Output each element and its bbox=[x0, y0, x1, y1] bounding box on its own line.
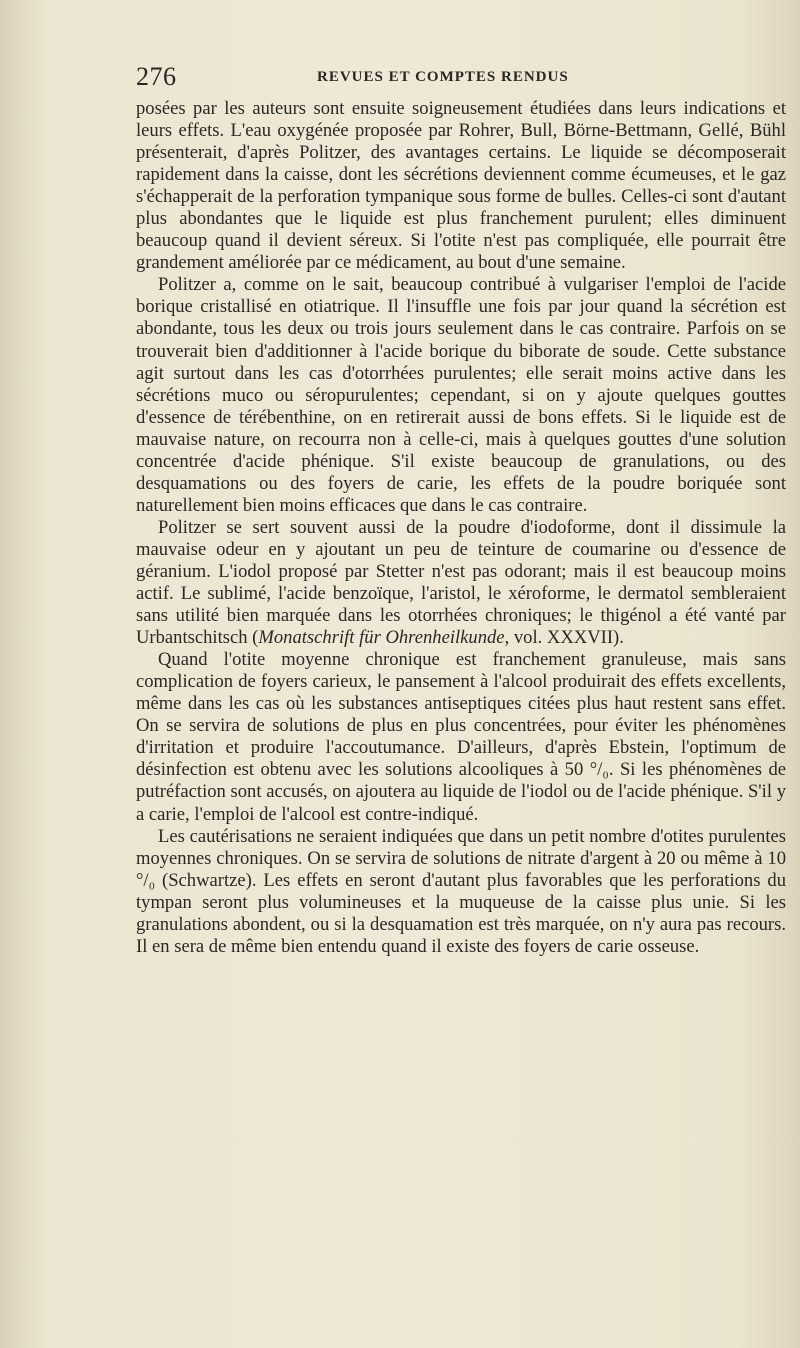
paragraph-3-text-after: , vol. XXXVII). bbox=[504, 627, 624, 649]
paragraph-5: Les cautérisations ne seraient indiquées que dans un petit nombre d'otites purulentes moyennes chroniques. On se servira de solutions de nitrate d'argent à 20 ou même à 10 °/₀ (Schwartze). Les effets en seront d'autant plus favorables que les perforations du tympan seront plus volumineuses et la muqueuse de la caisse plus unie. Si les granulations abondent, ou si la desquamation est très marquée, on n'y aura pas recours. Il en sera de même bien entendu quand il existe des foyers de carie osseuse. bbox=[136, 825, 786, 957]
paragraph-4: Quand l'otite moyenne chronique est franchement granuleuse, mais sans complication de foyers carieux, le pansement à l'alcool produirait des effets excellents, même dans les cas où les substances antiseptiques citées plus haut restent sans effet. On se servira de solutions de plus en plus concentrées, pour éviter les phénomènes d'irritation et produire l'accoutumance. D'ailleurs, d'après Ebstein, l'optimum de désinfection est obtenu avec les solutions alcooliques à 50 °/₀. Si les phénomènes de putréfaction sont accusés, on ajoutera au liquide de l'iodol ou de l'acide phénique. S'il y a carie, l'emploi de l'alcool est contre-indiqué. bbox=[136, 649, 786, 825]
paragraph-3-text-before: Politzer se sert souvent aussi de la poudre d'iodoforme, dont il dissimule la mauvaise odeur en y ajoutant un peu de teinture de coumarine ou d'essence de géranium. L'iodol proposé par Stetter n'est pas odorant; mais il est beaucoup moins actif. Le sublimé, l'acide benzoïque, l'aristol, le xéroforme, le dermatol sembleraient sans utilité bien marquée dans les otorrhées chroniques; le thigénol a été vanté par Urbantschitsch ( bbox=[136, 516, 786, 649]
page-header bbox=[136, 60, 786, 100]
journal-title: Monatschrift für Ohrenheilkunde bbox=[258, 627, 505, 649]
page-number: 276 bbox=[136, 62, 177, 91]
paragraph-1: posées par les auteurs sont ensuite soigneusement étudiées dans leurs indications et leurs effets. L'eau oxygénée proposée par Rohrer, Bull, Börne-Bettmann, Gellé, Bühl présenterait, d'après Politzer, des avantages certains. Le liquide se décomposerait rapidement dans la caisse, dont les sécrétions deviennent comme écumeuses, et le gaz s'échapperait de la perforation tympanique sous forme de bulles. Celles-ci sont d'autant plus abondantes que le liquide est plus franchement purulent; elles diminuent beaucoup quand il devient séreux. Si l'otite n'est pas compliquée, elle pourrait être grandement améliorée par ce médicament, au bout d'une semaine. bbox=[136, 98, 786, 274]
paragraph-3 bbox=[136, 517, 786, 649]
body-text bbox=[136, 98, 786, 958]
paragraph-2: Politzer a, comme on le sait, beaucoup contribué à vulgariser l'emploi de l'acide borique cristallisé en otiatrique. Il l'insuffle une fois par jour quand la sécrétion est abondante, tous les deux ou trois jours seulement dans le cas contraire. Parfois on se trouverait bien d'additionner à l'acide borique du biborate de soude. Cette substance agit surtout dans les cas d'otorrhées purulentes; elle serait moins active dans les sécrétions muco ou séropurulentes; cependant, si on y ajoute quelques gouttes d'essence de térébenthine, on en retirerait aussi de bons effets. Si le liquide est de mauvaise nature, on recourra non à celle-ci, mais à quelques gouttes d'une solution concentrée d'acide phénique. S'il existe beaucoup de granulations, ou des desquamations ou des foyers de carie, les effets de la poudre boriquée sont naturellement bien moins efficaces que dans le cas contraire. bbox=[136, 274, 786, 516]
running-head: REVUES ET COMPTES RENDUS bbox=[317, 69, 569, 85]
